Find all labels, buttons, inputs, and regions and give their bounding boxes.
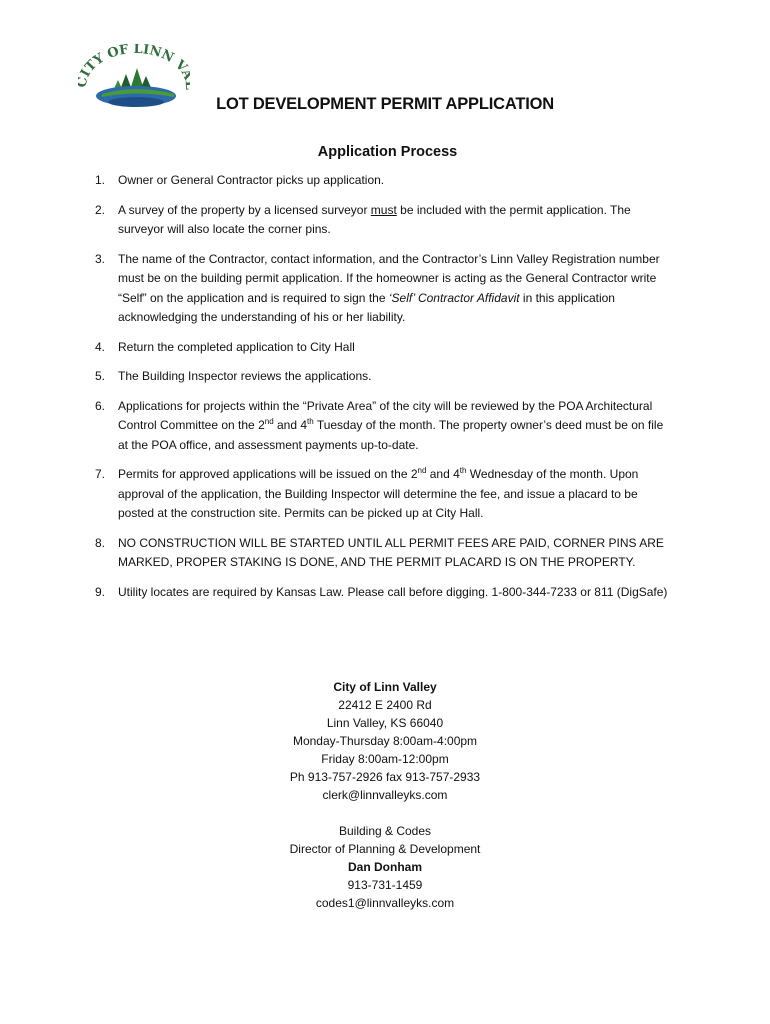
director-phone: 913-731-1459 <box>347 878 423 892</box>
step-3: 3. The name of the Contractor, contact information, and the Contractor’s Linn Valley Registration number must be on the building permit application. If the homeowner is acting as the General Contractor write “Self” on the application and is required to sign the ‘Self’ Contractor Affidavit in this application acknowledging the understanding of his or her liability. <box>95 251 660 324</box>
address-line-1: 22412 E 2400 Rd <box>338 698 432 712</box>
department-name: Building & Codes <box>338 824 432 838</box>
process-steps <box>95 171 675 612</box>
director-name: Dan Donham <box>347 860 422 874</box>
address-line-2: Linn Valley, KS 66040 <box>326 716 444 730</box>
step-9: 9. Utility locates are required by Kansas Law. Please call before digging. 1-800-344-7233 or 811 (DigSafe) <box>95 584 668 599</box>
emphasis-must: must <box>370 202 397 217</box>
clerk-email[interactable]: clerk@linnvalleyks.com <box>322 788 448 802</box>
director-email[interactable]: codes1@linnvalleyks.com <box>315 896 455 910</box>
phone-fax: Ph 913-757-2926 fax 913-757-2933 <box>289 770 481 784</box>
step-4: 4. Return the completed application to City Hall <box>95 339 355 354</box>
section-subtitle: Application Process <box>317 144 458 160</box>
step-5: 5. The Building Inspector reviews the applications. <box>95 369 372 383</box>
director-role: Director of Planning & Development <box>289 842 481 856</box>
hours-weekday: Monday-Thursday 8:00am-4:00pm <box>292 734 478 748</box>
org-name: City of Linn Valley <box>333 680 437 694</box>
step-2: 2. A survey of the property by a licensed surveyor must be included with the permit application. The surveyor will also locate the corner pins. <box>95 202 631 236</box>
step-1: 1. Owner or General Contractor picks up application. <box>95 173 385 187</box>
step-6: 6. Applications for projects within the “Private Area” of the city will be reviewed by the POA Architectural Control Committee on the 2nd and 4th Tuesday of the month. The property owner’s deed must be on file at the POA office, and assessment payments up-to-date. <box>95 398 664 452</box>
affidavit-name: ‘Self’ Contractor Affidavit <box>388 290 520 305</box>
step-7: 7. Permits for approved applications will be issued on the 2nd and 4th Wednesday of the month. Upon approval of the application, the Building Inspector will determine the fee, and issue a placard to be posted at the construction site. Permits can be picked up at City Hall. <box>95 466 639 520</box>
contact-block <box>0 678 770 912</box>
logo-text: ITY OF LINN V <box>78 44 189 80</box>
step-8: 8. NO CONSTRUCTION WILL BE STARTED UNTIL ALL PERMIT FEES ARE PAID, CORNER PINS ARE MARKED, PROPER STAKING IS DONE, AND THE PERMIT PLACARD IS ON THE PROPERTY. <box>95 535 664 569</box>
hours-friday: Friday 8:00am-12:00pm <box>321 752 449 766</box>
page-title: LOT DEVELOPMENT PERMIT APPLICATION <box>216 95 554 113</box>
